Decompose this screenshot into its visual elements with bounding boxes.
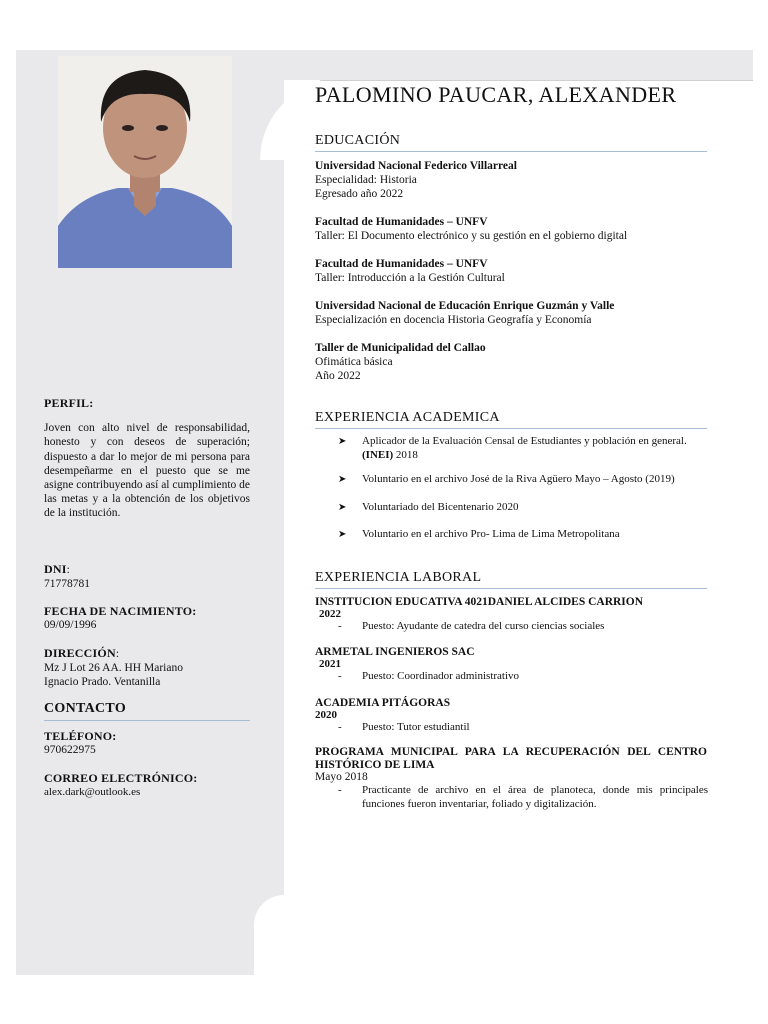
job-title: INSTITUCION EDUCATIVA 4021DANIEL ALCIDES CARRION [315,596,644,608]
education-line: Especialidad: Historia [315,174,417,186]
job-detail [338,784,708,811]
job-title: ARMETAL INGENIEROS SAC [315,646,475,658]
education-item [315,299,707,327]
profile-section [44,396,250,521]
education-title: Facultad de Humanidades – UNFV [315,258,488,270]
candidate-name: PALOMINO PAUCAR, ALEXANDER [315,82,677,107]
academic-text: Voluntario en el archivo José de la Riva Agüero Mayo – Agosto (2019) [362,473,675,485]
dash-bullet: - [338,620,342,632]
profile-text: Joven con alto nivel de responsabilidad, honesto y con deseos de superación; dispuesto a dar lo mejor de mi persona para desempeñarme en el puesto que se me asigne contribuyendo así al cumplimiento de las metas y a la obtención de los objetivos de la institución. [44,422,250,520]
education-line: Egresado año 2022 [315,188,404,200]
job-detail [338,620,708,634]
dash-bullet: - [338,721,342,733]
dni-value: 71778781 [44,578,90,591]
academic-text: Voluntariado del Bicentenario 2020 [362,501,519,513]
academic-item [338,473,708,487]
phone-label: TELÉFONO: [44,729,117,743]
education-title: Universidad Nacional de Educación Enrique Guzmán y Valle [315,300,615,312]
job-year: 2022 [319,608,341,620]
birth-label: FECHA DE NACIMIENTO: [44,604,197,618]
job-year: Mayo 2018 [315,771,368,783]
email-label: CORREO ELECTRÓNICO: [44,771,198,785]
job-year: 2021 [319,658,341,670]
contact-heading: CONTACTO [44,701,250,721]
job-detail-text: Puesto: Ayudante de catedra del curso ciencias sociales [362,620,605,632]
email-value[interactable]: alex.dark@outlook.es [44,786,141,799]
dni-colon: : [66,564,70,576]
academic-text: Voluntario en el archivo Pro- Lima de Lima Metropolitana [362,528,620,540]
address-label: DIRECCIÓN [44,646,116,660]
education-line: Taller: El Documento electrónico y su gestión en el gobierno digital [315,230,628,242]
academic-item [338,435,708,462]
dash-bullet: - [338,784,342,796]
academic-item [338,501,708,515]
phone-section [44,729,250,757]
address-colon: : [115,648,120,660]
education-title: Facultad de Humanidades – UNFV [315,216,488,228]
birth-section [44,604,250,632]
phone-value[interactable]: 970622975 [44,744,96,757]
education-item [315,341,707,383]
education-item [315,159,707,201]
job-detail [338,670,708,684]
academic-heading: EXPERIENCIA ACADEMICA [315,410,707,429]
header-rule [320,80,753,81]
dash-bullet: - [338,670,342,682]
education-line: Taller: Introducción a la Gestión Cultural [315,272,505,284]
address-line-2: Ignacio Prado. Ventanilla [44,676,161,689]
job-detail-text: Practicante de archivo en el área de planoteca, donde mis principales funciones fueron inventariar, foliado y digitalización. [362,784,708,810]
profile-label: PERFIL: [44,396,94,410]
academic-bold: (INEI) [362,448,394,461]
academic-tail: 2018 [393,448,418,461]
job-title: ACADEMIA PITÁGORAS [315,697,451,709]
birth-value: 09/09/1996 [44,619,97,632]
academic-item [338,528,708,542]
education-line: Ofimática básica [315,356,393,368]
education-item [315,215,707,243]
job-detail-text: Puesto: Coordinador administrativo [362,670,520,682]
education-line: Especialización en docencia Historia Geografía y Economía [315,314,592,326]
arrow-bullet-icon: ➤ [338,474,347,485]
job-year: 2020 [315,709,337,721]
education-line: Año 2022 [315,370,361,382]
header-bar [260,50,753,80]
dni-label: DNI [44,562,67,576]
job-detail-text: Puesto: Tutor estudiantil [362,721,470,733]
education-title: Taller de Municipalidad del Callao [315,342,486,354]
address-line-1: Mz J Lot 26 AA. HH Mariano [44,662,183,675]
job-title: PROGRAMA MUNICIPAL PARA LA RECUPERACIÓN DEL CENTRO HISTÓRICO DE LIMA [315,746,707,771]
dni-section [44,562,250,591]
education-title: Universidad Nacional Federico Villarreal [315,160,517,172]
address-section [44,646,250,690]
person-portrait-icon [58,56,232,268]
arrow-bullet-icon: ➤ [338,436,347,447]
work-heading: EXPERIENCIA LABORAL [315,570,707,589]
arrow-bullet-icon: ➤ [338,502,347,513]
profile-photo [58,56,232,268]
education-item [315,257,707,285]
job-detail [338,721,708,735]
email-section [44,771,250,799]
arrow-bullet-icon: ➤ [338,529,347,540]
education-heading: EDUCACIÓN [315,133,707,152]
academic-text: Aplicador de la Evaluación Censal de Estudiantes y población en general. [362,435,687,447]
